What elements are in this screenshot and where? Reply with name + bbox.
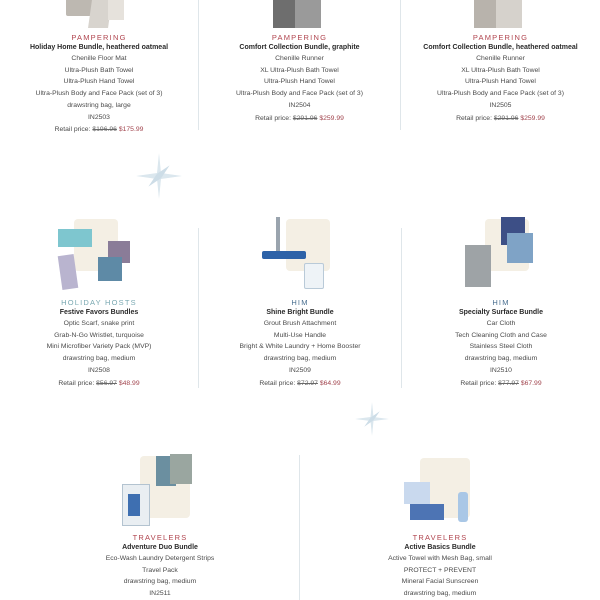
- list-item: drawstring bag, medium: [123, 578, 197, 586]
- list-item: Grab-N-Go Wristlet, turquoise: [54, 331, 144, 339]
- list-item: Ultra-Plush Body and Face Pack (set of 3): [35, 90, 163, 98]
- list-item: Chenille Runner: [275, 55, 324, 62]
- list-item: Ultra-Plush Hand Towel: [264, 78, 335, 86]
- product-image: [461, 215, 541, 295]
- product-name: Active Basics Bundle: [404, 544, 476, 551]
- list-item: drawstring bag, medium: [403, 590, 477, 598]
- snowflake-star-icon: [136, 153, 182, 199]
- list-item: Ultra-Plush Hand Towel: [63, 78, 135, 86]
- list-item: drawstring bag, medium: [62, 355, 136, 363]
- list-item: Car Cloth: [486, 320, 516, 327]
- product-card[interactable]: [0, 0, 198, 136]
- product-card[interactable]: [0, 215, 198, 390]
- product-card[interactable]: [199, 0, 400, 125]
- list-item: Ultra-Plush Body and Face Pack (set of 3): [437, 90, 564, 98]
- sale-price: $175.99: [118, 126, 144, 134]
- retail-price: [401, 112, 600, 125]
- category-label: TRAVELERS: [132, 533, 188, 542]
- list-item: Chenille Floor Mat: [71, 55, 127, 62]
- list-item: IN2510: [490, 366, 512, 374]
- snowflake-star-icon: [355, 402, 389, 436]
- product-name: Shine Bright Bundle: [266, 309, 334, 316]
- retail-price: [0, 377, 198, 390]
- old-price: $291.96: [292, 114, 318, 122]
- list-item: PROTECT + PREVENT: [403, 566, 477, 574]
- product-name: Comfort Collection Bundle, heathered oatmeal: [423, 44, 578, 51]
- list-item: IN2504: [288, 101, 311, 109]
- price-label: Retail price:: [259, 379, 296, 387]
- product-name: Comfort Collection Bundle, graphite: [239, 44, 360, 51]
- price-label: Retail price:: [54, 126, 91, 134]
- list-item: IN2508: [88, 366, 110, 374]
- category-label: HIM: [291, 298, 309, 307]
- retail-price: [199, 112, 400, 125]
- list-item: Mini Microfiber Variety Pack (MVP): [46, 343, 152, 351]
- product-name: Festive Favors Bundles: [59, 309, 139, 316]
- product-card[interactable]: [401, 0, 600, 125]
- product-image: [54, 215, 144, 295]
- list-item: drawstring bag, medium: [464, 355, 538, 363]
- product-image: [64, 0, 134, 30]
- list-item: IN2505: [489, 101, 512, 109]
- product-image: [260, 215, 340, 295]
- list-item: Ultra-Plush Bath Towel: [64, 66, 134, 74]
- list-item: XL Ultra-Plush Bath Towel: [260, 66, 339, 74]
- list-item: XL Ultra-Plush Bath Towel: [461, 66, 540, 74]
- sale-price: $259.99: [520, 114, 545, 122]
- category-label: PAMPERING: [472, 33, 529, 42]
- list-item: drawstring bag, large: [67, 101, 131, 109]
- old-price: $56.97: [96, 379, 117, 387]
- list-item: IN2509: [289, 366, 311, 374]
- divider: [299, 455, 300, 600]
- retail-price: [199, 377, 401, 390]
- list-item: Tech Cleaning Cloth and Case: [455, 331, 547, 339]
- old-price: $77.97: [498, 379, 519, 387]
- category-label: TRAVELERS: [412, 533, 468, 542]
- price-label: Retail price:: [460, 379, 497, 387]
- product-card[interactable]: [340, 454, 540, 600]
- list-item: Travel Pack: [142, 566, 178, 574]
- old-price: $72.97: [297, 379, 318, 387]
- retail-price: [402, 377, 600, 390]
- sale-price: $67.99: [520, 379, 542, 387]
- list-item: Multi-Use Handle: [273, 331, 327, 339]
- product-name: Specialty Surface Bundle: [458, 309, 544, 316]
- category-label: HIM: [492, 298, 510, 307]
- category-label: PAMPERING: [71, 33, 127, 42]
- list-item: Chenille Runner: [476, 55, 525, 62]
- retail-price: [0, 123, 198, 136]
- product-image: [400, 454, 480, 530]
- list-item: IN2511: [149, 590, 171, 598]
- product-name: Holiday Home Bundle, heathered oatmeal: [29, 44, 169, 51]
- list-item: Grout Brush Attachment: [263, 320, 337, 327]
- list-item: Eco-Wash Laundry Detergent Strips: [105, 555, 215, 562]
- category-label: PAMPERING: [271, 33, 328, 42]
- price-label: Retail price:: [456, 114, 492, 122]
- category-label: HOLIDAY HOSTS: [61, 298, 137, 307]
- old-price: $291.96: [493, 114, 519, 122]
- list-item: Mineral Facial Sunscreen: [401, 578, 479, 586]
- product-image: [120, 454, 200, 530]
- sale-price: $259.99: [319, 114, 344, 122]
- list-item: IN2503: [88, 113, 110, 121]
- list-item: Ultra-Plush Hand Towel: [465, 78, 536, 86]
- product-image: [466, 0, 536, 30]
- list-item: Stainless Steel Cloth: [469, 343, 533, 351]
- price-label: Retail price:: [255, 114, 291, 122]
- product-card[interactable]: [402, 215, 600, 390]
- list-item: Optic Scarf, snake print: [63, 320, 135, 327]
- list-item: Active Towel with Mesh Bag, small: [388, 555, 492, 562]
- list-item: drawstring bag, medium: [263, 355, 337, 363]
- sale-price: $64.99: [319, 379, 341, 387]
- list-item: Bright & White Laundry + Home Booster: [239, 343, 361, 351]
- list-item: Ultra-Plush Body and Face Pack (set of 3): [236, 90, 363, 98]
- price-label: Retail price:: [58, 379, 95, 387]
- product-card[interactable]: [60, 454, 260, 600]
- sale-price: $48.99: [118, 379, 140, 387]
- old-price: $196.96: [92, 126, 117, 134]
- product-card[interactable]: [199, 215, 401, 390]
- product-name: Adventure Duo Bundle: [122, 544, 198, 551]
- product-image: [265, 0, 335, 30]
